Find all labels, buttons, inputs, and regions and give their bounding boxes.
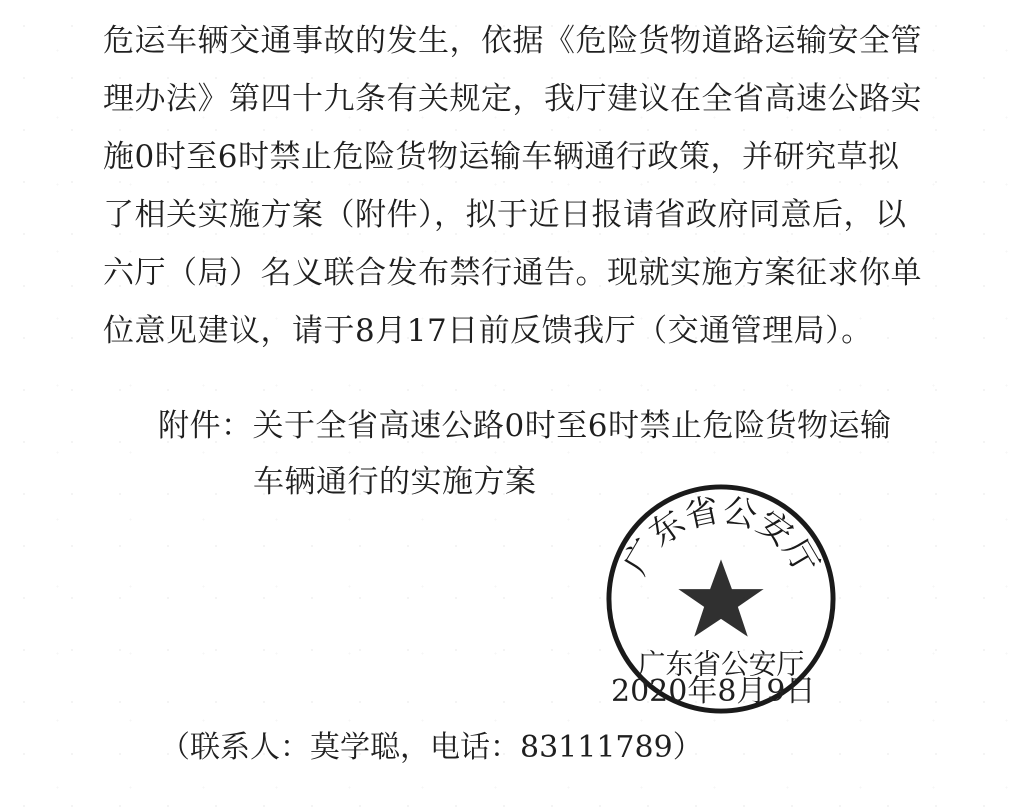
- body-line: 施0时至6时禁止危险货物运输车辆通行政策，并研究草拟: [103, 139, 900, 175]
- document-body: [103, 12, 922, 360]
- body-line: 危运车辆交通事故的发生，依据《危险货物道路运输安全管: [103, 23, 922, 59]
- body-line: 了相关实施方案（附件），拟于近日报请省政府同意后，以: [103, 197, 907, 233]
- seal-bottom-text: 广东省公安厅: [637, 647, 805, 681]
- attachment-line-2: 车辆通行的实施方案: [253, 464, 537, 500]
- contact-info: （联系人：莫学聪，电话：83111789）: [160, 730, 703, 765]
- body-line: 六厅（局）名义联合发布禁行通告。现就实施方案征求你单: [103, 255, 922, 291]
- body-line: 位意见建议，请于8月17日前反馈我厅（交通管理局）。: [103, 313, 873, 349]
- seal-arc-text-path: 广东省公安厅: [615, 490, 827, 581]
- attachment-line-1: 附件：关于全省高速公路0时至6时禁止危险货物运输: [158, 408, 892, 444]
- body-line: 理办法》第四十九条有关规定，我厅建议在全省高速公路实: [103, 81, 922, 117]
- star-icon: [678, 559, 763, 636]
- signature-date: 2020年8月9日: [611, 674, 816, 709]
